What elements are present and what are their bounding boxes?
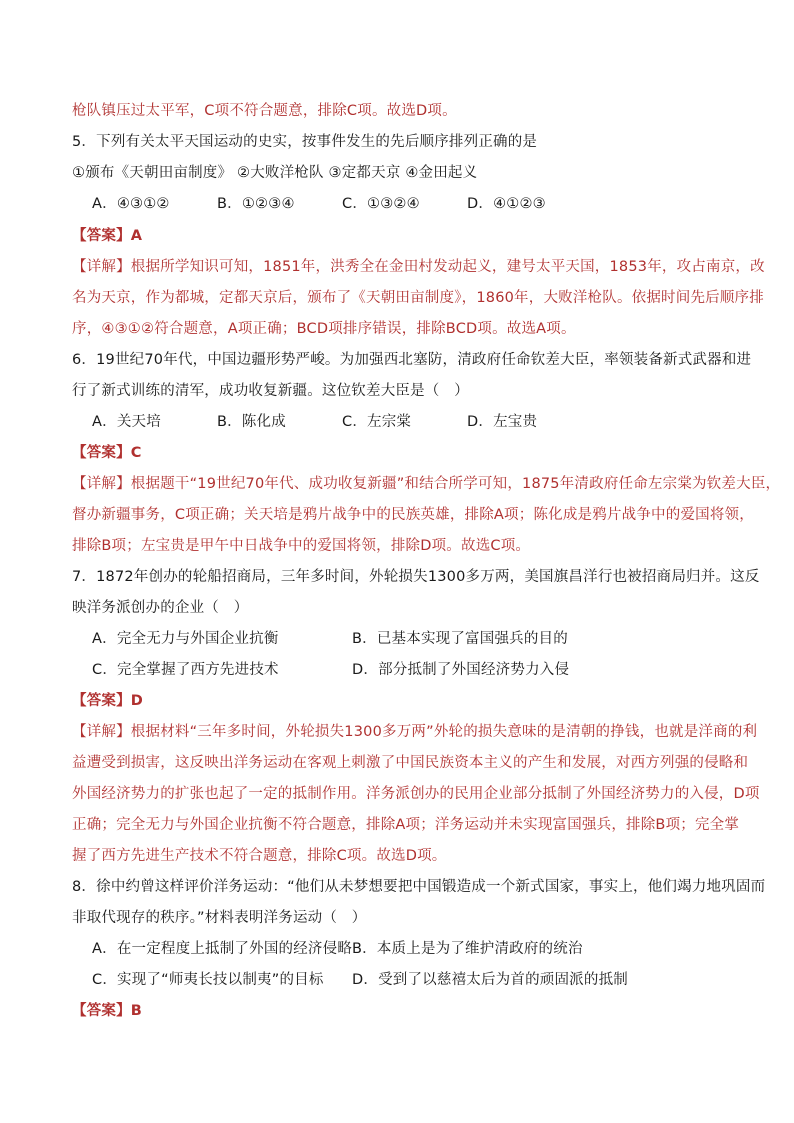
text-line: 行了新式训练的清军，成功收复新疆。这位钦差大臣是（ ）: [72, 383, 469, 399]
text-line: 排除B项；左宝贵是甲午中日战争中的爱国将领，排除D项。故选C项。: [72, 538, 531, 554]
answer-option: B．本质上是为了维护清政府的统治: [352, 941, 583, 957]
text-line: 8．徐中约曾这样评价洋务运动：“他们从未梦想要把中国锻造成一个新式国家，事实上，他们竭力地巩固而: [72, 879, 766, 895]
answer-option: C．实现了“师夷长技以制夷”的目标: [92, 972, 324, 988]
answer-option: A．④③①②: [92, 196, 170, 212]
text-line: 【详解】根据所学知识可知，1851年，洪秀全在金田村发动起义，建号太平天国，1853年，攻占南京，改: [72, 259, 765, 275]
answer-label: 【答案】C: [72, 445, 142, 461]
text-line: 【详解】根据题干“19世纪70年代、成功收复新疆”和结合所学可知，1875年清政府任命左宗棠为钦差大臣，: [72, 476, 781, 492]
text-line: 外国经济势力的扩张也起了一定的抵制作用。洋务派创办的民用企业部分抵制了外国经济势力的入侵，D项: [72, 786, 760, 802]
answer-option: A．在一定程度上抵制了外国的经济侵略: [92, 941, 353, 957]
text-line: 5．下列有关太平天国运动的史实，按事件发生的先后顺序排列正确的是: [72, 134, 538, 150]
text-line: 正确；完全无力与外国企业抗衡不符合题意，排除A项；洋务运动并未实现富国强兵，排除B项；完全掌: [72, 817, 740, 833]
answer-option: D．④①②③: [467, 196, 546, 212]
answer-option: B．①②③④: [217, 196, 295, 212]
answer-option: B．陈化成: [217, 414, 286, 430]
answer-option: D．部分抵制了外国经济势力入侵: [352, 662, 570, 678]
answer-option: C．①③②④: [342, 196, 420, 212]
answer-option: B．已基本实现了富国强兵的目的: [352, 631, 568, 647]
text-line: 7．1872年创办的轮船招商局，三年多时间，外轮损失1300多万两，美国旗昌洋行也被招商局归并。这反: [72, 569, 760, 585]
option-row: [92, 660, 724, 680]
text-line: 督办新疆事务，C项正确；关天培是鸦片战争中的民族英雄，排除A项；陈化成是鸦片战争中的爱国将领，: [72, 507, 754, 523]
answer-label: 【答案】B: [72, 1003, 143, 1019]
text-line: 益遭受到损害，这反映出洋务运动在客观上刺激了中国民族资本主义的产生和发展，对西方列强的侵略和: [72, 755, 749, 771]
answer-option: D．受到了以慈禧太后为首的顽固派的抵制: [352, 972, 628, 988]
answer-option: C．左宗棠: [342, 414, 412, 430]
text-line: 握了西方先进生产技术不符合题意，排除C项。故选D项。: [72, 848, 447, 864]
option-row: [92, 194, 724, 214]
option-row: [92, 939, 724, 959]
text-line: 【详解】根据材料“三年多时间，外轮损失1300多万两”外轮的损失意味的是清朝的挣钱，也就是洋商的利: [72, 724, 758, 740]
text-line: 映洋务派创办的企业（ ）: [72, 600, 249, 616]
answer-option: A．关天培: [92, 414, 161, 430]
answer-option: A．完全无力与外国企业抗衡: [92, 631, 279, 647]
answer-label: 【答案】D: [72, 693, 144, 709]
answer-option: C．完全掌握了西方先进技术: [92, 662, 279, 678]
text-line: 名为天京，作为都城，定都天京后，颁布了《天朝田亩制度》，1860年，大败洋枪队。依据时间先后顺序排: [72, 290, 764, 306]
option-row: [92, 412, 724, 432]
answer-label: 【答案】A: [72, 228, 143, 244]
text-line: 序，④③①②符合题意，A项正确；BCD项排序错误，排除BCD项。故选A项。: [72, 321, 576, 337]
text-line: 非取代现存的秩序。”材料表明洋务运动（ ）: [72, 910, 367, 926]
answer-option: D．左宝贵: [467, 414, 538, 430]
option-row: [92, 629, 724, 649]
text-line: ①颁布《天朝田亩制度》 ②大败洋枪队 ③定都天京 ④金田起义: [72, 165, 478, 181]
option-row: [92, 970, 724, 990]
text-line: 枪队镇压过太平军，C项不符合题意，排除C项。故选D项。: [72, 103, 457, 119]
text-line: 6．19世纪70年代，中国边疆形势严峻。为加强西北塞防，清政府任命钦差大臣，率领装备新式武器和进: [72, 352, 752, 368]
